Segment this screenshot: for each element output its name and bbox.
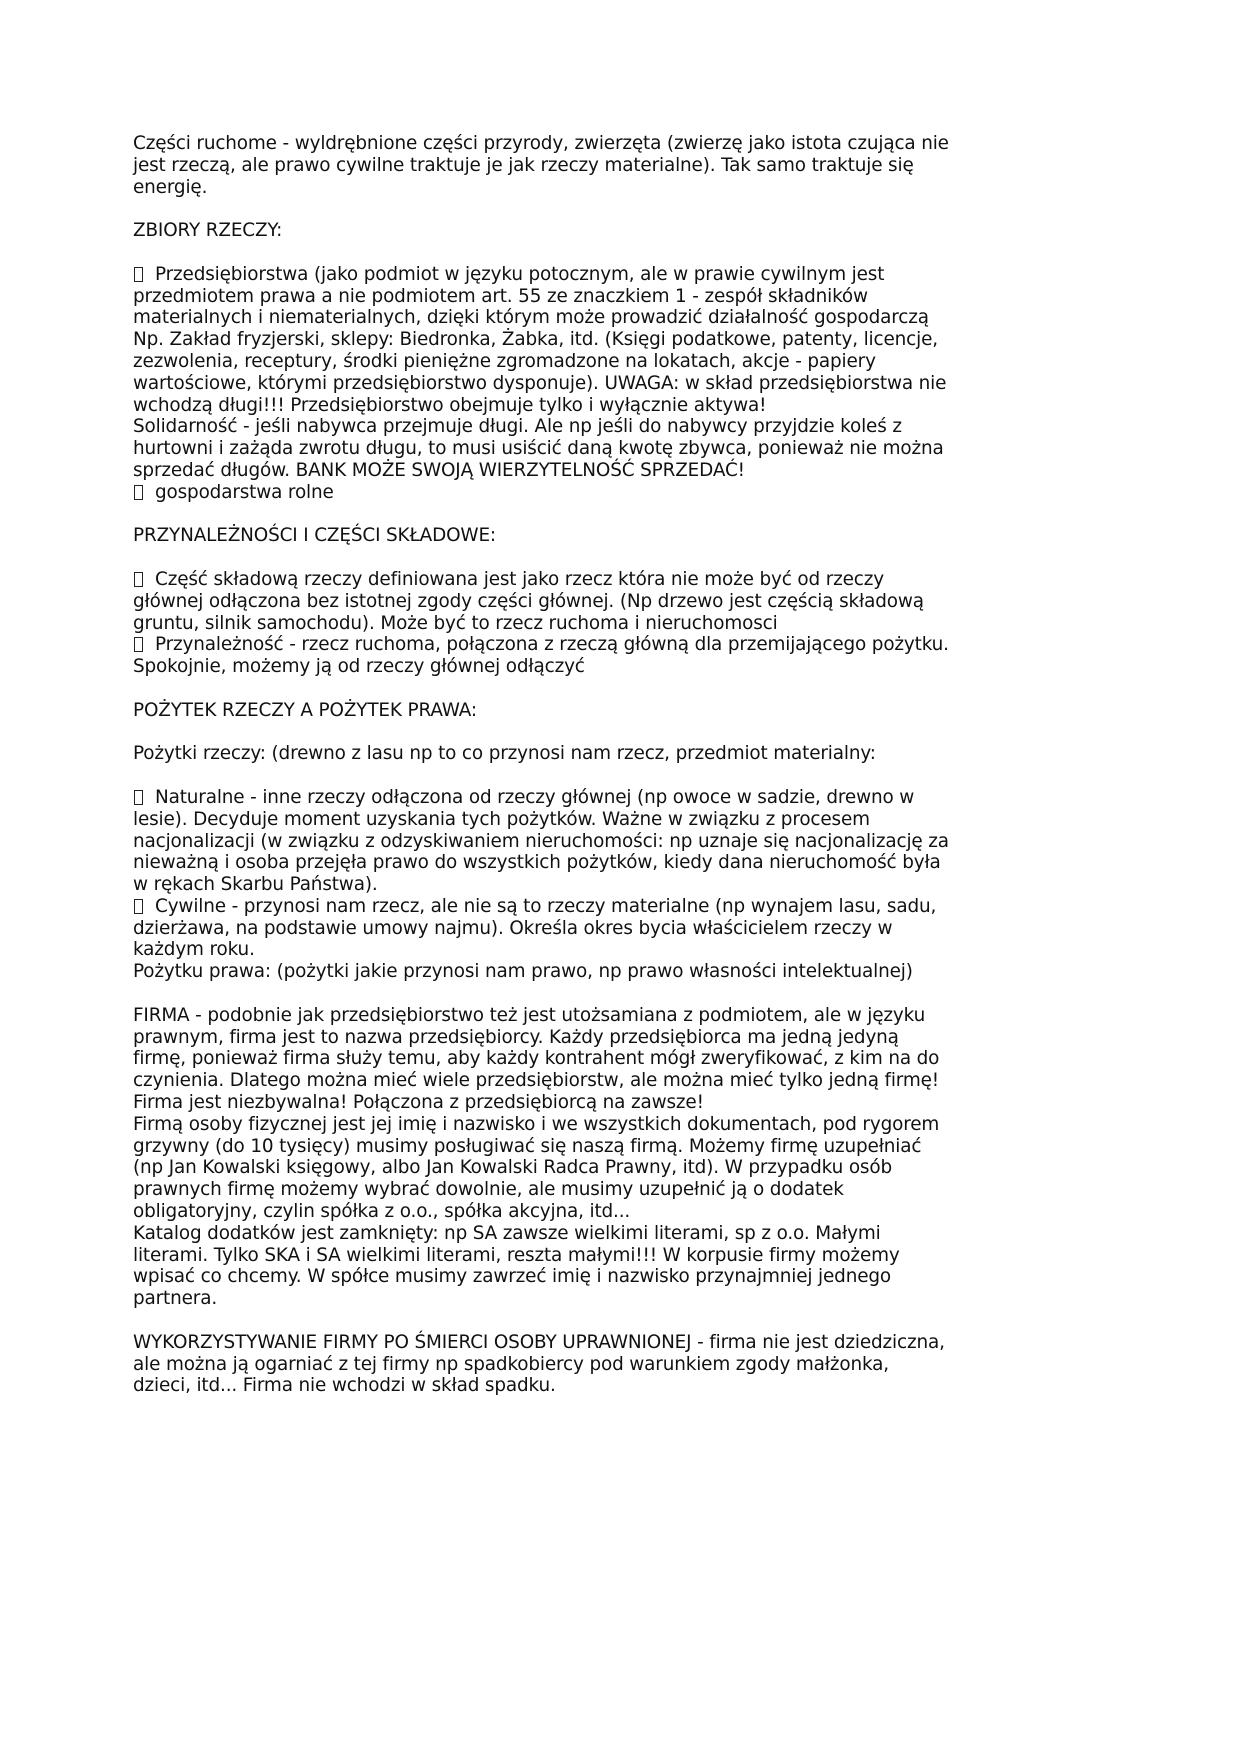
line-text: Firma jest niezbywalna! Połączona z przedsiębiorcą na zawsze!	[133, 1092, 704, 1114]
text-line	[133, 416, 1093, 438]
text-line	[133, 1027, 1093, 1049]
bullet-item	[133, 482, 1093, 504]
line-text: PRZYNALEŻNOŚCI I CZĘŚCI SKŁADOWE:	[133, 525, 496, 547]
line-text: gospodarstwa rolne	[155, 481, 334, 503]
paragraph	[133, 1332, 1093, 1397]
text-line	[133, 700, 1093, 722]
text-line	[133, 1114, 1093, 1136]
section-heading	[133, 220, 1093, 242]
text-line	[133, 961, 1093, 983]
text-line	[133, 1245, 1093, 1267]
line-text: energię.	[133, 176, 208, 198]
line-text: wartościowe, którymi przedsiębiorstwo dysponuje). UWAGA: w skład przedsiębiorstwa nie	[133, 372, 947, 394]
text-line	[133, 787, 1093, 809]
text-line	[133, 656, 1093, 678]
paragraph	[133, 133, 1093, 198]
line-text: Pożytki rzeczy: (drewno z lasu np to co przynosi nam rzecz, przedmiot materialny:	[133, 743, 876, 765]
line-text: Przedsiębiorstwa (jako podmiot w języku potocznym, ale w prawie cywilnym jest	[155, 263, 885, 285]
text-line	[133, 286, 1093, 308]
text-line	[133, 1136, 1093, 1158]
text-line	[133, 329, 1093, 351]
line-text: literami. Tylko SKA i SA wielkimi literami, reszta małymi!!! W korpusie firmy możemy	[133, 1244, 900, 1266]
line-text: FIRMA - podobnie jak przedsiębiorstwo też jest utożsamiana z podmiotem, ale w języku	[133, 1004, 926, 1026]
text-line	[133, 1266, 1093, 1288]
text-line	[133, 351, 1093, 373]
text-line	[133, 1201, 1093, 1223]
paragraph	[133, 1005, 1093, 1310]
line-text: Katalog dodatków jest zamknięty: np SA zawsze wielkimi literami, sp z o.o. Małymi	[133, 1222, 881, 1244]
line-text: czynienia. Dlatego można mieć wiele przedsiębiorstw, ale można mieć tylko jedną firmę!	[133, 1070, 940, 1092]
blank-line	[133, 983, 1093, 1005]
text-line	[133, 264, 1093, 286]
missing-glyph-bullet-icon	[134, 790, 143, 805]
line-text: Przynależność - rzecz ruchoma, połączona z rzeczą główną dla przemijającego pożytku.	[155, 634, 949, 656]
line-text: Część składową rzeczy definiowana jest jako rzecz która nie może być od rzeczy	[155, 568, 884, 590]
text-line	[133, 482, 1093, 504]
bullet-item	[133, 787, 1093, 896]
blank-line	[133, 722, 1093, 744]
line-text: Części ruchome - wyldrębnione części przyrody, zwierzęta (zwierzę jako istota czująca nie	[133, 133, 949, 154]
text-line	[133, 1223, 1093, 1245]
text-line	[133, 1092, 1093, 1114]
bullet-item	[133, 264, 1093, 482]
line-text: Np. Zakład fryzjerski, sklepy: Biedronka, Żabka, itd. (Księgi podatkowe, patenty, licencje,	[133, 329, 938, 351]
line-text: wchodzą długi!!! Przedsiębiorstwo obejmuje tylko i wyłącznie aktywa!	[133, 394, 767, 416]
line-text: głównej odłączona bez istotnej zgody części głównej. (Np drzewo jest częścią składową	[133, 590, 924, 612]
missing-glyph-bullet-icon	[134, 572, 143, 587]
section-heading	[133, 525, 1093, 547]
text-line	[133, 634, 1093, 656]
line-text: dzieci, itd... Firma nie wchodzi w skład spadku.	[133, 1375, 556, 1397]
line-text: grzywny (do 10 tysięcy) musimy posługiwać się naszą firmą. Możemy firmę uzupełniać	[133, 1135, 922, 1157]
text-line	[133, 1179, 1093, 1201]
line-text: partnera.	[133, 1288, 218, 1310]
missing-glyph-bullet-icon	[134, 267, 143, 282]
text-line	[133, 525, 1093, 547]
text-line	[133, 1070, 1093, 1092]
text-line	[133, 1288, 1093, 1310]
text-line	[133, 220, 1093, 242]
line-text: gruntu, silnik samochodu). Może być to rzecz ruchoma i nieruchomosci	[133, 612, 778, 634]
blank-line	[133, 547, 1093, 569]
text-line	[133, 896, 1093, 918]
line-text: obligatoryjny, czylin spółka z o.o., spółka akcyjna, itd...	[133, 1201, 631, 1223]
text-line	[133, 569, 1093, 591]
missing-glyph-bullet-icon	[134, 485, 143, 500]
document-body	[133, 133, 1093, 1397]
section-heading	[133, 700, 1093, 722]
line-text: prawnym, firma jest to nazwa przedsiębiorcy. Każdy przedsiębiorca ma jedną jedyną	[133, 1026, 899, 1048]
line-text: lesie). Decyduje moment uzyskania tych pożytków. Ważne w związku z procesem	[133, 808, 870, 830]
text-line	[133, 613, 1093, 635]
line-text: Naturalne - inne rzeczy odłączona od rzeczy głównej (np owoce w sadzie, drewno w	[155, 786, 915, 808]
text-line	[133, 852, 1093, 874]
line-text: w rękach Skarbu Państwa).	[133, 874, 378, 896]
missing-glyph-bullet-icon	[134, 899, 143, 914]
line-text: zezwolenia, receptury, środki pieniężne zgromadzone na lokatach, akcje - papiery	[133, 350, 876, 372]
line-text: przedmiotem prawa a nie podmiotem art. 55 ze znaczkiem 1 - zespół składników	[133, 285, 868, 307]
blank-line	[133, 198, 1093, 220]
text-line	[133, 743, 1093, 765]
bullet-item	[133, 896, 1093, 961]
text-line	[133, 395, 1093, 417]
text-line	[133, 155, 1093, 177]
line-text: Pożytku prawa: (pożytki jakie przynosi nam prawo, np prawo własności intelektualnej)	[133, 961, 913, 983]
blank-line	[133, 765, 1093, 787]
paragraph	[133, 743, 1093, 765]
line-text: sprzedać długów. BANK MOŻE SWOJĄ WIERZYTELNOŚĆ SPRZEDAĆ!	[133, 459, 745, 481]
bullet-item	[133, 634, 1093, 678]
line-text: WYKORZYSTYWANIE FIRMY PO ŚMIERCI OSOBY UPRAWNIONEJ - firma nie jest dziedziczna,	[133, 1331, 945, 1353]
text-line	[133, 1375, 1093, 1397]
bullet-item	[133, 569, 1093, 634]
text-line	[133, 460, 1093, 482]
text-line	[133, 831, 1093, 853]
line-text: materialnych i niematerialnych, dzięki którym może prowadzić działalność gospodarczą	[133, 307, 929, 329]
text-line	[133, 438, 1093, 460]
text-line	[133, 939, 1093, 961]
blank-line	[133, 1310, 1093, 1332]
line-text: hurtowni i zażąda zwrotu długu, to musi usiścić daną kwotę zbywca, ponieważ nie można	[133, 438, 944, 460]
line-text: Firmą osoby fizycznej jest jej imię i nazwisko i we wszystkich dokumentach, pod rygorem	[133, 1113, 940, 1135]
line-text: prawnych firmę możemy wybrać dowolnie, ale musimy uzupełnić ją o dodatek	[133, 1179, 844, 1201]
text-line	[133, 1157, 1093, 1179]
text-line	[133, 918, 1093, 940]
line-text: POŻYTEK RZECZY A POŻYTEK PRAWA:	[133, 699, 477, 721]
blank-line	[133, 678, 1093, 700]
line-text: dzierżawa, na podstawie umowy najmu). Określa okres bycia właścicielem rzeczy w	[133, 917, 893, 939]
text-line	[133, 307, 1093, 329]
line-text: jest rzeczą, ale prawo cywilne traktuje je jak rzeczy materialne). Tak samo traktuje się	[133, 154, 914, 176]
text-line	[133, 177, 1093, 199]
line-text: firmę, ponieważ firma służy temu, aby każdy kontrahent mógł zweryfikować, z kim na do	[133, 1048, 940, 1070]
line-text: nieważną i osoba przejęła prawo do wszystkich pożytków, kiedy dana nieruchomość była	[133, 852, 941, 874]
text-line	[133, 1332, 1093, 1354]
blank-line	[133, 242, 1093, 264]
line-text: (np Jan Kowalski księgowy, albo Jan Kowalski Radca Prawny, itd). W przypadku osób	[133, 1157, 892, 1179]
line-text: nacjonalizacji (w związku z odzyskiwaniem nieruchomości: np uznaje się nacjonalizację za	[133, 830, 949, 852]
line-text: ale można ją ogarniać z tej firmy np spadkobiercy pod warunkiem zgody małżonka,	[133, 1353, 889, 1375]
text-line	[133, 1005, 1093, 1027]
line-text: ZBIORY RZECZY:	[133, 220, 283, 242]
line-text: wpisać co chcemy. W spółce musimy zawrzeć imię i nazwisko przynajmniej jednego	[133, 1266, 891, 1288]
text-line	[133, 373, 1093, 395]
blank-line	[133, 504, 1093, 526]
text-line	[133, 1048, 1093, 1070]
text-line	[133, 591, 1093, 613]
missing-glyph-bullet-icon	[134, 637, 143, 652]
line-text: Solidarność - jeśli nabywca przejmuje długi. Ale np jeśli do nabywcy przyjdzie koleś z	[133, 416, 902, 438]
line-text: każdym roku.	[133, 939, 255, 961]
paragraph	[133, 961, 1093, 983]
text-line	[133, 1354, 1093, 1376]
text-line	[133, 874, 1093, 896]
line-text: Spokojnie, możemy ją od rzeczy głównej odłączyć	[133, 656, 585, 678]
text-line	[133, 133, 1093, 155]
text-line	[133, 809, 1093, 831]
line-text: Cywilne - przynosi nam rzecz, ale nie są to rzeczy materialne (np wynajem lasu, sadu,	[155, 895, 937, 917]
